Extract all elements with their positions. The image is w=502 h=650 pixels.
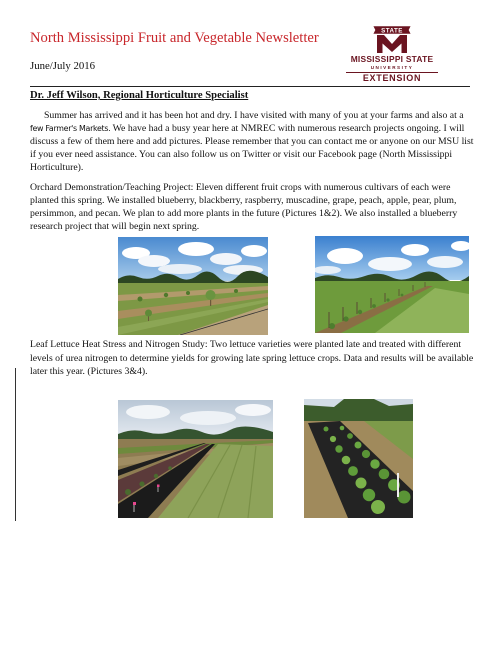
intro-text-end: We have had a busy year here at NMREC with numerous research projects ongoing. I will discuss a few of them here and add pictures. Please remember that you can contact me or anyone on our MSU list if you ever need assistance. You can also follow us on Twitter or visit our Facebook page (North Mississippi Horticulture). (30, 122, 474, 174)
photo-sky (315, 236, 469, 280)
photo-field (118, 283, 268, 335)
emblem-m-shape (377, 35, 407, 53)
photo-treeline (304, 399, 413, 422)
issue-date: June/July 2016 (30, 59, 96, 72)
logo-extension-line: EXTENSION (362, 73, 422, 83)
lettuce-photo-row (30, 399, 474, 519)
orchard-photo-1 (118, 237, 268, 335)
orchard-project-paragraph: Orchard Demonstration/Teaching Project: Eleven different fruit crops with numerous cultivars of each were planted this spring. We installed blueberry, blackberry, raspberry, muscadine, grape, peach, apple, pear, plum, persimmon, and pecan. We plan to add more plants in the future (Pictures 1&2). We also installed a blueberry research project that will begin next spring. (30, 181, 458, 233)
logo-emblem-text: STATE (381, 27, 403, 35)
orchard-photo-row (30, 236, 474, 334)
orchard-photo-2 (315, 236, 469, 333)
msu-emblem-icon (343, 24, 441, 54)
lettuce-photo-4 (304, 399, 413, 518)
logo-name-line: MISSISSIPPI STATE (350, 54, 434, 64)
lettuce-photo-3 (118, 400, 273, 518)
intro-text-highlight: few Farmer's Markets. (30, 123, 111, 133)
msu-extension-logo (343, 24, 441, 86)
photo-field (304, 421, 413, 518)
change-bar (15, 368, 16, 521)
newsletter-title: North Mississippi Fruit and Vegetable Newsletter (30, 30, 319, 46)
newsletter-body (30, 89, 474, 519)
header-divider (30, 86, 470, 87)
photo-field (315, 281, 469, 333)
intro-text-start: Summer has arrived and it has been hot and dry. I have visited with many of you at your farms and also at a (44, 109, 464, 121)
photo-field (118, 439, 273, 518)
intro-paragraph (30, 109, 474, 175)
logo-university-line: UNIVERSITY (370, 65, 414, 70)
author-heading: Dr. Jeff Wilson, Regional Horticulture Specialist (30, 90, 249, 101)
lettuce-study-paragraph: Leaf Lettuce Heat Stress and Nitrogen Study: Two lettuce varieties were planted late and treated with different levels of urea nitrogen to determine yields for growing late spring lettuce crops. Data and results will be available later this year. (Pictures 3&4). (30, 339, 474, 377)
